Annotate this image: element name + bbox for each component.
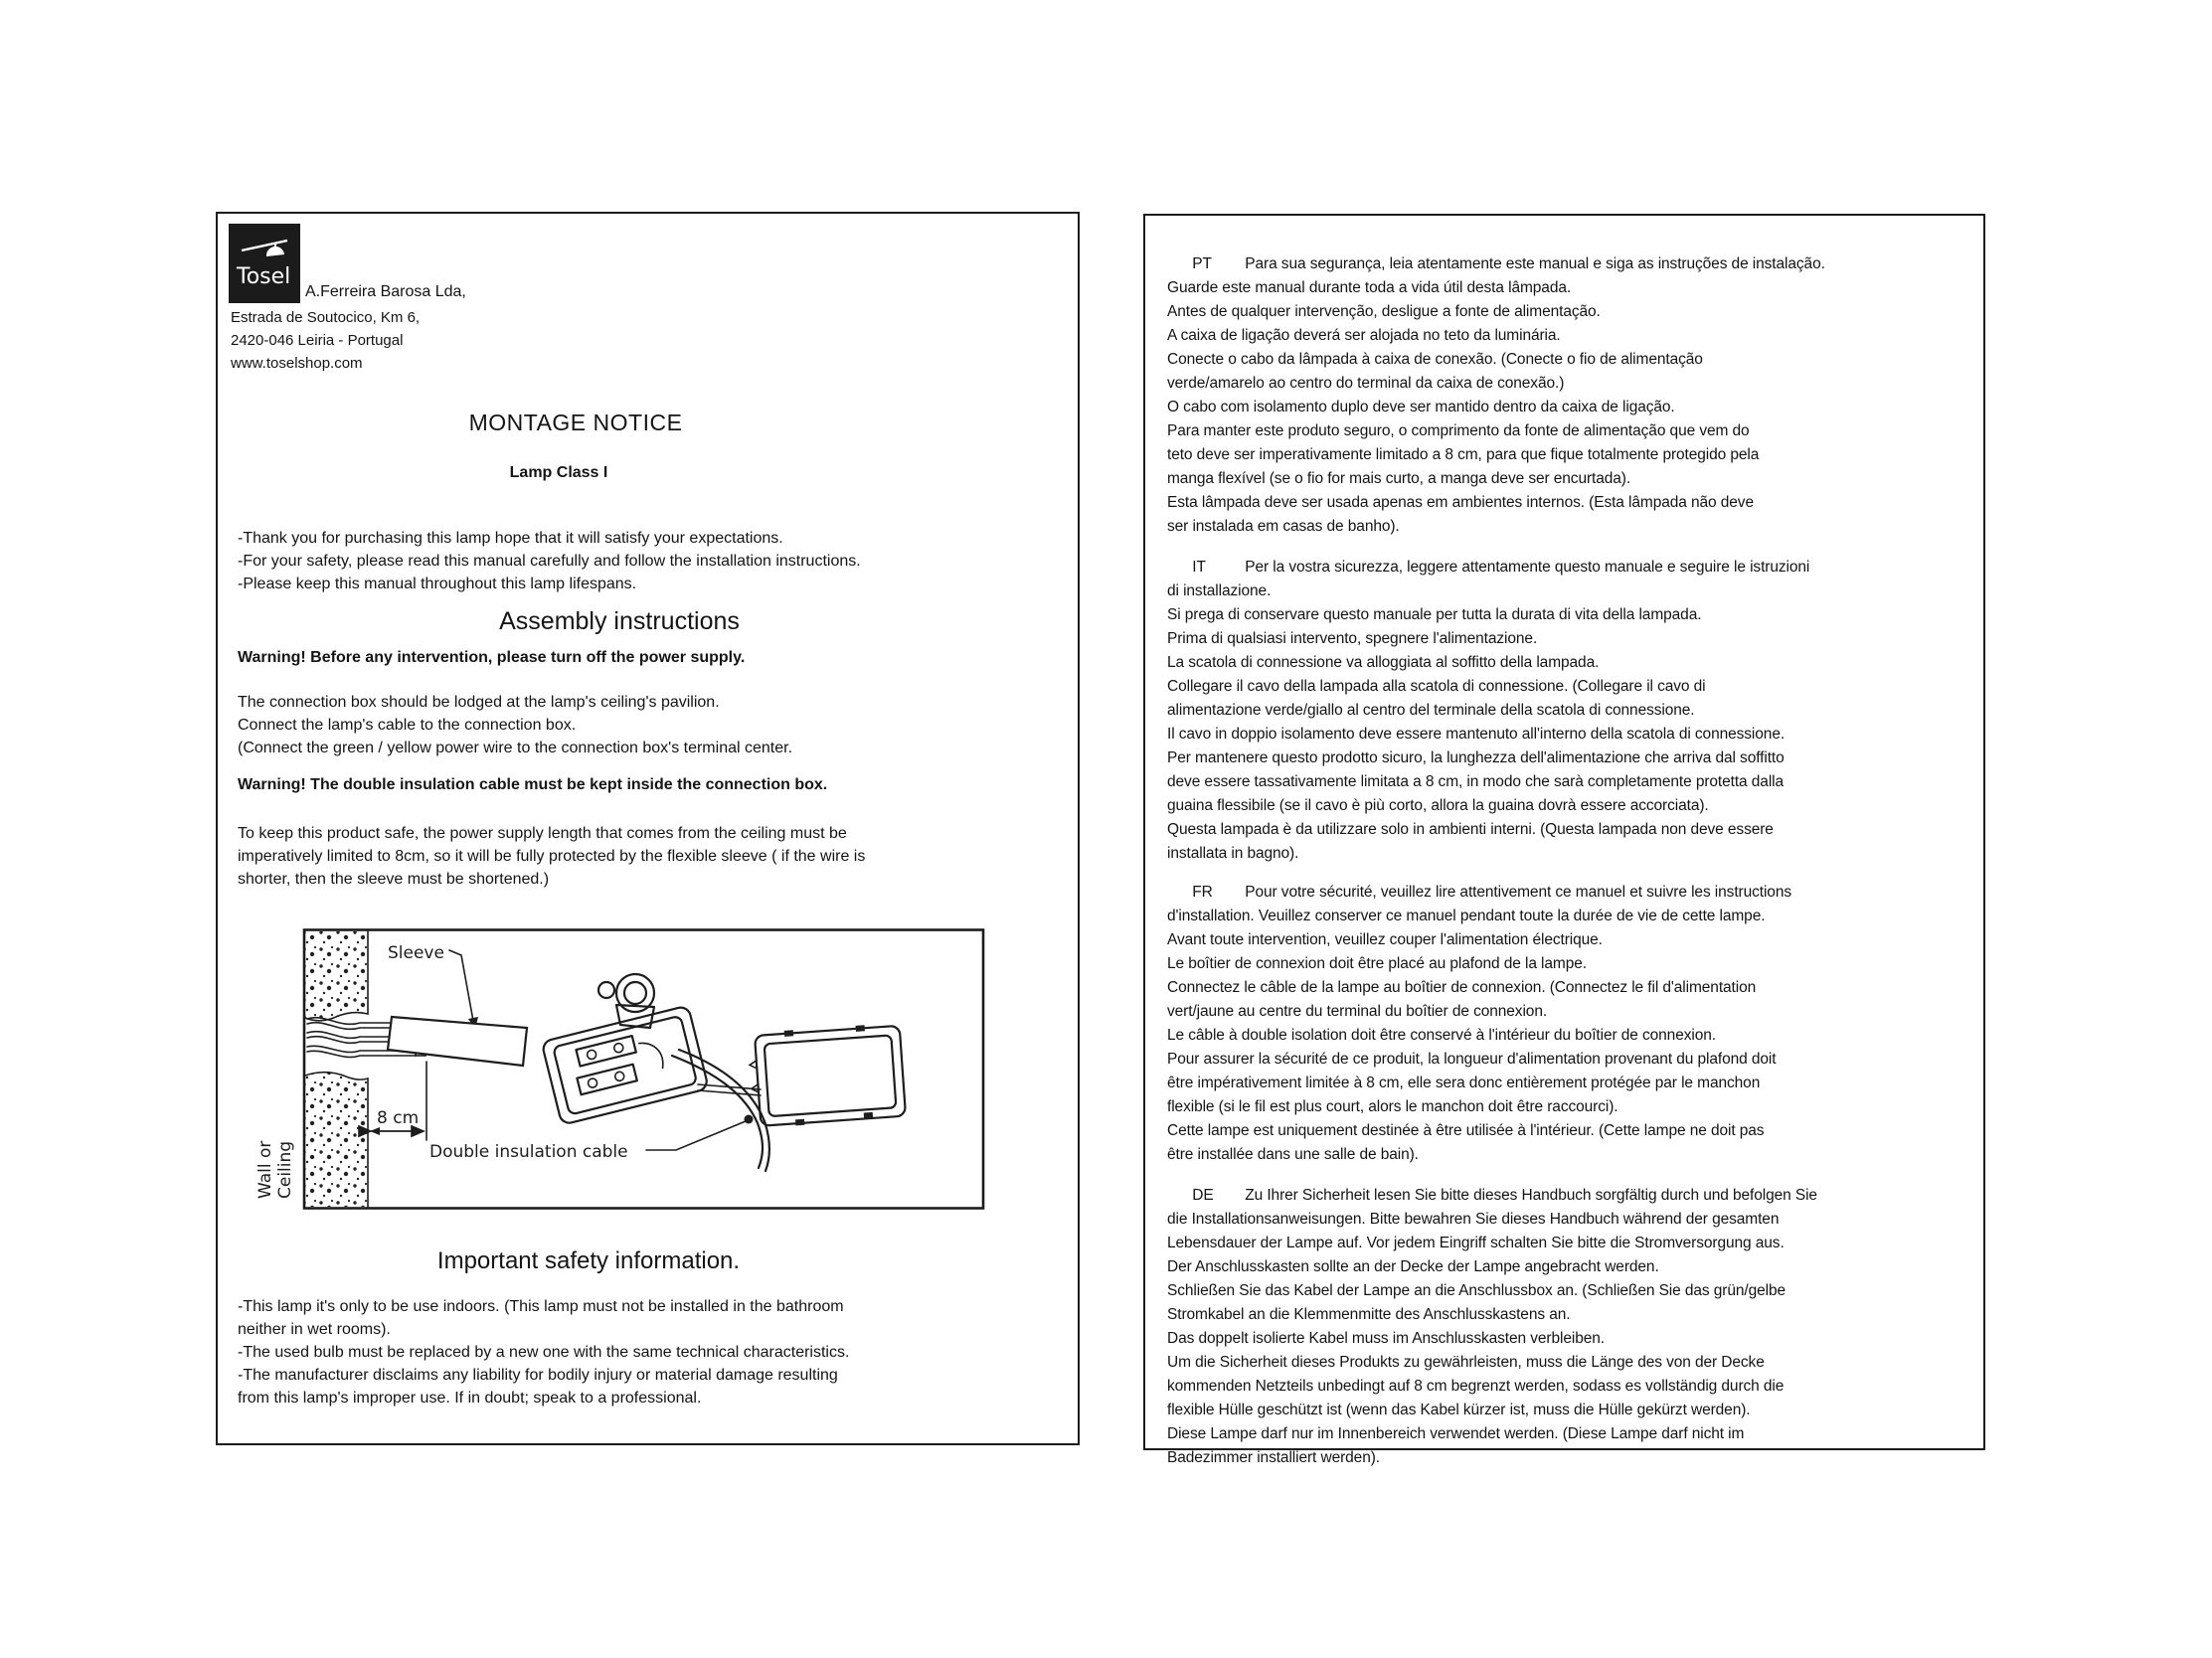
section-body-pt: Para sua segurança, leia atentamente este manual e siga as instruções de instalação. Guarde este manual durante toda a vida útil desta lâmpada. Antes de qualquer intervenção, desligue a fonte de alimentação. A caixa de ligação deverá ser alojada no teto da luminária. Conecte o cabo da lâmpada à caixa de conexão. (Conecte o fio de alimentação verde/amarelo ao centro do terminal da caixa de conexão.) O cabo com isolamento duplo deve ser mantido dentro da caixa de ligação. Para manter este produto seguro, o comprimento da fonte de alimentação que vem do teto deve ser imperativamente limitado a 8 cm, para que fique totalmente protegido pela manga flexível (se o fio for mais curto, a manga deve ser encurtada). Esta lâmpada deve ser usada apenas em ambientes internos. (Esta lâmpada não deve ser instalada em casas de banho).	[1167, 255, 1825, 535]
box-lid	[748, 1023, 906, 1128]
logo-text: Tosel	[237, 264, 291, 289]
section-body-fr: Pour votre sécurité, veuillez lire attentivement ce manuel et suivre les instructions d'installation. Veuillez conserver ce manuel pendant toute la durée de vie de cette lampe. Avant toute intervention, veuillez couper l'alimentation électrique. Le boîtier de connexion doit être placé au plafond de la lampe. Connectez le câble de la lampe au boîtier de connexion. (Connectez le fil d'alimentation vert/jaune au centre du terminal du boîtier de connexion. Le câble à double isolation doit être conservé à l'intérieur du boîtier de connexion. Pour assurer la sécurité de ce produit, la longueur d'alimentation provenant du plafond doit être impérativement limitée à 8 cm, elle sera donc entièrement protégée par le manchon flexible (si le fil est plus court, alors le manchon doit être raccourci). Cette lampe est uniquement destinée à être utilisée à l'intérieur. (Cette lampe ne doit pas être installée dans une salle de bain).	[1167, 884, 1792, 1163]
left-page	[216, 212, 1080, 1445]
warning-double-insulation: Warning! The double insulation cable must be kept inside the connection box.	[238, 776, 828, 793]
company-address-line1: Estrada de Soutocico, Km 6,	[231, 309, 421, 326]
cable-pointer-line	[646, 1121, 746, 1150]
language-code-pt: PT	[1192, 255, 1212, 272]
company-website: www.toselshop.com	[231, 355, 363, 372]
wall-section	[305, 931, 368, 1207]
assembly-instructions-heading: Assembly instructions	[499, 607, 740, 635]
assembly-diagram	[251, 928, 996, 1210]
cable-label: Double insulation cable	[429, 1142, 628, 1162]
section-body-it: Per la vostra sicurezza, leggere attentamente questo manuale e seguire le istruzioni di installazione. Si prega di conservare questo manuale per tutta la durata di vita della lampada. Prima di qualsiasi intervento, spegnere l'alimentazione. La scatola di connessione va alloggiata al soffitto della lampada. Collegare il cavo della lampada alla scatola di connessione. (Collegare il cavo di alimentazione verde/giallo al centro del terminale della scatola di connessione. Il cavo in doppio isolamento deve essere mantenuto all'interno della scatola di connessione. Per mantenere questo prodotto sicuro, la lunghezza dell'alimentazione che arriva dal soffitto deve essere tassativamente limitata a 8 cm, in modo che sarà completamente protetta dalla guaina flessibile (se il cavo è più corto, allora la guaina dovrà essere accorciata). Questa lampada è da utilizzare solo in ambienti interni. (Questa lampada non deve essere installata in bagno).	[1167, 559, 1810, 862]
sleeve-tube	[388, 1017, 527, 1066]
language-code-fr: FR	[1192, 884, 1213, 901]
section-body-de: Zu Ihrer Sicherheit lesen Sie bitte dieses Handbuch sorgfältig durch und befolgen Sie die Installationsanweisungen. Bitte bewahren Sie dieses Handbuch während der gesamten Lebensdauer der Lampe auf. Vor jedem Eingriff schalten Sie bitte die Stromversorgung aus. Der Anschlusskasten sollte an der Decke der Lampe angebracht werden. Schließen Sie das Kabel der Lampe an die Anschlussbox an. (Schließen Sie das grün/gelbe Stromkabel an die Klemmenmitte des Anschlusskastens an. Das doppelt isolierte Kabel muss im Anschlusskasten verbleiben. Um die Sicherheit dieses Produkts zu gewährleisten, muss die Länge des von der Decke kommenden Netzteils unbedingt auf 8 cm begrenzt werden, sodass es vollständig durch die flexible Hülle geschützt ist (wenn das Kabel kürzer ist, muss die Hülle gekürzt werden). Diese Lampe darf nur im Innenbereich verwendet werden. (Diese Lampe darf nicht im Badezimmer installiert werden).	[1167, 1187, 1817, 1466]
company-name: A.Ferreira Barosa Lda,	[305, 283, 466, 300]
language-code-de: DE	[1192, 1187, 1214, 1204]
page-title: MONTAGE NOTICE	[468, 410, 683, 435]
svg-text:Wall or: Wall or	[255, 1140, 275, 1199]
lamp-logo-icon	[229, 224, 300, 303]
tosel-logo	[229, 224, 300, 303]
dimension-label: 8 cm	[377, 1108, 420, 1128]
intro-paragraph: -Thank you for purchasing this lamp hope that it will satisfy your expectations. -For your safety, please read this manual carefully and follow the installation instructions. -Please keep this manual throughout this lamp lifespans.	[238, 530, 861, 592]
translations-page	[1143, 214, 1985, 1466]
section-portuguese	[1167, 229, 1825, 563]
safety-paragraph: -This lamp it's only to be use indoors. (This lamp must not be installed in the bathroom neither in wet rooms). -The used bulb must be replaced by a new one with the same technical characteristics. -The manufacturer disclaims any liability for bodily injury or material damage resulting from this lamp's improper use. If in doubt; speak to a professional.	[238, 1298, 850, 1407]
connection-steps-paragraph: The connection box should be lodged at the lamp's ceiling's pavilion. Connect the lamp's cable to the connection box. (Connect the green / yellow power wire to the connection box's terminal center.	[238, 694, 793, 756]
svg-text:Ceiling: Ceiling	[275, 1140, 295, 1199]
section-italian	[1167, 532, 1809, 890]
company-address-line2: 2420-046 Leiria - Portugal	[231, 332, 404, 349]
section-french	[1167, 857, 1791, 1191]
warning-power-supply: Warning! Before any intervention, please turn off the power supply.	[238, 649, 746, 666]
cable-pointer-dot	[745, 1115, 754, 1124]
diagram-frame	[304, 930, 983, 1209]
section-german	[1167, 1160, 1817, 1494]
language-code-it: IT	[1192, 559, 1206, 576]
sleeve-pointer-line	[449, 950, 473, 1021]
safety-heading: Important safety information.	[436, 1247, 741, 1274]
dimension-8cm	[370, 1062, 426, 1140]
lamp-class-subtitle: Lamp Class I	[509, 464, 608, 481]
wall-label	[255, 1141, 295, 1199]
supply-length-paragraph: To keep this product safe, the power supply length that comes from the ceiling must be imperatively limited to 8cm, so it will be fully protected by the flexible sleeve ( if the wire is shorter, then the sleeve must be shortened.)	[238, 825, 866, 888]
sleeve-label: Sleeve	[388, 943, 444, 963]
